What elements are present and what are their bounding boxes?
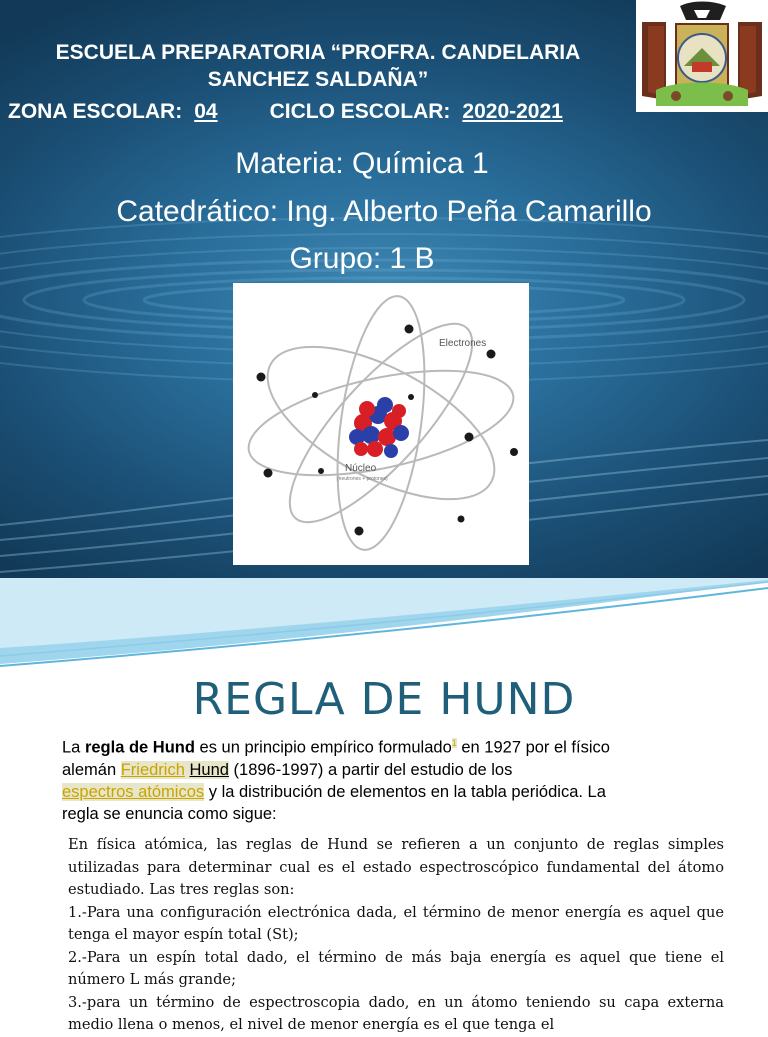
zona-value: 04 bbox=[194, 100, 218, 123]
slide-title: REGLA DE HUND bbox=[192, 674, 576, 725]
subject-line: Materia: Química 1 bbox=[235, 147, 489, 180]
intro-text: (1896-1997) a partir del estudio de los bbox=[228, 760, 513, 779]
intro-text: en 1927 por el físico bbox=[456, 738, 610, 757]
group-line: Grupo: 1 B bbox=[289, 242, 435, 275]
rules-body bbox=[68, 834, 724, 1037]
intro-text: es un principio empírico formulado bbox=[194, 738, 452, 757]
school-name-line1: ESCUELA PREPARATORIA “PROFRA. CANDELARIA bbox=[55, 41, 581, 64]
top-wave-decoration bbox=[0, 578, 768, 678]
content-slide bbox=[0, 578, 768, 1033]
nucleus-label: Núcleo bbox=[345, 463, 377, 474]
body-paragraph: En física atómica, las reglas de Hund se refieren a un conjunto de reglas simples utilizadas para determinar cual es el estado espectroscópico fundamental del átomo estudiado. Las tres reglas son: bbox=[68, 836, 724, 898]
link-hund[interactable]: Hund bbox=[189, 760, 229, 779]
link-friedrich[interactable]: Friedrich bbox=[120, 760, 185, 779]
intro-paragraph bbox=[62, 732, 706, 825]
rule-name: regla de Hund bbox=[84, 738, 195, 757]
nucleus-sublabel: (neutrones + protones) bbox=[337, 476, 388, 482]
school-info-line bbox=[8, 100, 563, 124]
rule-3: 3.-para un término de espectroscopia dado, en un átomo teniendo su capa externa medio llena o menos, el nivel de menor energía es el que tenga el bbox=[68, 993, 724, 1033]
rule-2: 2.-Para un espín total dado, el término de más baja energía es aquel que tiene el número L más grande; bbox=[68, 948, 724, 988]
intro-text: alemán bbox=[62, 760, 121, 779]
rule-1: 1.-Para una configuración electrónica dada, el término de menor energía es aquel que tenga el mayor espín total (St); bbox=[68, 903, 724, 943]
ciclo-label: CICLO ESCOLAR: bbox=[269, 100, 451, 123]
intro-text: La bbox=[62, 738, 85, 757]
zona-label: ZONA ESCOLAR: bbox=[8, 100, 183, 123]
school-logo bbox=[636, 0, 768, 112]
electrons-label: Electrones bbox=[439, 338, 487, 349]
footnote-link[interactable]: 1 bbox=[451, 738, 457, 748]
link-espectros[interactable]: espectros atómicos bbox=[62, 782, 205, 801]
ciclo-value: 2020-2021 bbox=[462, 100, 563, 123]
intro-text: regla se enuncia como sigue: bbox=[62, 804, 277, 823]
intro-text: y la distribución de elementos en la tabla periódica. La bbox=[204, 782, 606, 801]
school-name-line2: SANCHEZ SALDAÑA” bbox=[207, 68, 429, 91]
teacher-line: Catedrático: Ing. Alberto Peña Camarillo bbox=[116, 195, 652, 228]
atom-image bbox=[233, 283, 529, 565]
